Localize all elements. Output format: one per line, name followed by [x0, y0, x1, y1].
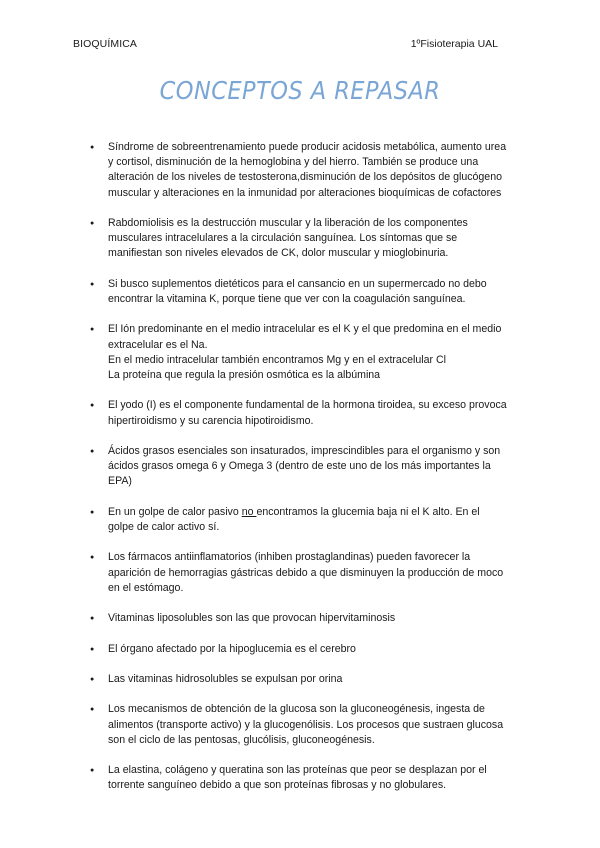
list-item	[90, 763, 530, 793]
item-line: musculares intracelulares a la circulación sanguínea. Los síntomas que se	[108, 232, 458, 245]
list-item	[90, 550, 530, 596]
item-line: son el ciclo de las pentosas, glucólisis, gluconeogénesis.	[108, 733, 375, 746]
item-line: torrente sanguíneo debido a que son proteínas fibrosas y no globulares.	[108, 779, 447, 792]
header-course: 1ºFisioterapia UAL	[410, 38, 498, 50]
item-text: En un golpe de calor pasivo	[108, 505, 242, 518]
item-line: alteración de los niveles de testosterona,disminución de los depósitos de glucógeno	[108, 171, 502, 184]
item-line: EPA)	[108, 475, 132, 488]
item-line: ● Los mecanismos de obtención de la glucosa son la gluconeogénesis, ingesta de	[108, 703, 485, 716]
item-line: ● Los fármacos antiinflamatorios (inhiben prostaglandinas) pueden favorecer la	[108, 551, 471, 564]
item-line: La proteína que regula la presión osmótica es la albúmina	[108, 369, 381, 381]
list-item	[90, 611, 530, 626]
list-item	[90, 702, 530, 748]
item-line: hipertiroidismo y su carencia hipotiroidismo.	[108, 414, 314, 427]
item-line: y cortisol, disminución de la hemoglobina y del hierro. También se produce una	[108, 156, 479, 169]
list-item	[90, 277, 530, 307]
item-line: ● Vitaminas liposolubles son las que provocan hipervitaminosis	[108, 612, 396, 625]
item-line: aparición de hemorragias gástricas debido a que disminuyen la producción de moco	[108, 566, 504, 579]
page-title: CONCEPTOS A REPASAR	[159, 76, 441, 105]
list-item	[90, 322, 530, 383]
item-line: extracelular es el Na.	[108, 338, 208, 351]
item-line: encontrar la vitamina K, porque tiene que ver con la coagulación sanguínea.	[108, 293, 466, 305]
item-line: alimentos (transporte activo) y la glucogenólisis. Los procesos que sustraen glucosa	[108, 718, 504, 731]
item-line: ● La elastina, colágeno y queratina son las proteínas que peor se desplazan por el	[108, 764, 487, 777]
item-line: manifiestan son niveles elevados de CK, dolor muscular y mioglobinuria.	[108, 247, 449, 260]
list-item	[90, 140, 530, 201]
item-line: ácidos grasos omega 6 y Omega 3 (dentro de este uno de los más importantes la	[108, 460, 491, 473]
item-line	[108, 505, 530, 520]
item-line: ● El órgano afectado por la hipoglucemia es el cerebro	[108, 642, 356, 655]
item-line: ● El Ión predominante en el medio intracelular es el K y el que predomina en el medio	[108, 323, 502, 336]
list-item	[90, 672, 530, 687]
item-line: ● El yodo (I) es el componente fundamental de la hormona tiroidea, su exceso provoca	[108, 399, 507, 412]
item-line: ● Ácidos grasos esenciales son insaturados, imprescindibles para el organismo y son	[108, 444, 501, 457]
item-line: ● Si busco suplementos dietéticos para el cansancio en un supermercado no debo	[108, 277, 487, 290]
item-line: ● Rabdomiolisis es la destrucción muscular y la liberación de los componentes	[108, 217, 468, 229]
list-item	[90, 642, 530, 657]
list-item	[90, 444, 530, 490]
item-line: en el estómago.	[108, 581, 184, 594]
item-line: muscular y alteraciones en la inmunidad por alteraciones bioquímicas de cofactores	[108, 186, 502, 199]
item-line: golpe de calor activo sí.	[108, 520, 220, 533]
item-text: encontramos la glucemia baja ni el K alto. En el	[256, 505, 480, 518]
item-line: ● Síndrome de sobreentrenamiento puede producir acidosis metabólica, aumento urea	[108, 141, 507, 153]
item-line: En el medio intracelular también encontramos Mg y en el extracelular Cl	[108, 353, 446, 366]
underlined-text: no	[241, 505, 257, 518]
list-item	[90, 505, 530, 535]
item-line: ● Las vitaminas hidrosolubles se expulsan por orina	[108, 672, 343, 685]
list-item	[90, 216, 530, 262]
list-item	[90, 398, 530, 428]
concept-list	[90, 140, 530, 809]
header-subject: BIOQUÍMICA	[73, 38, 138, 50]
